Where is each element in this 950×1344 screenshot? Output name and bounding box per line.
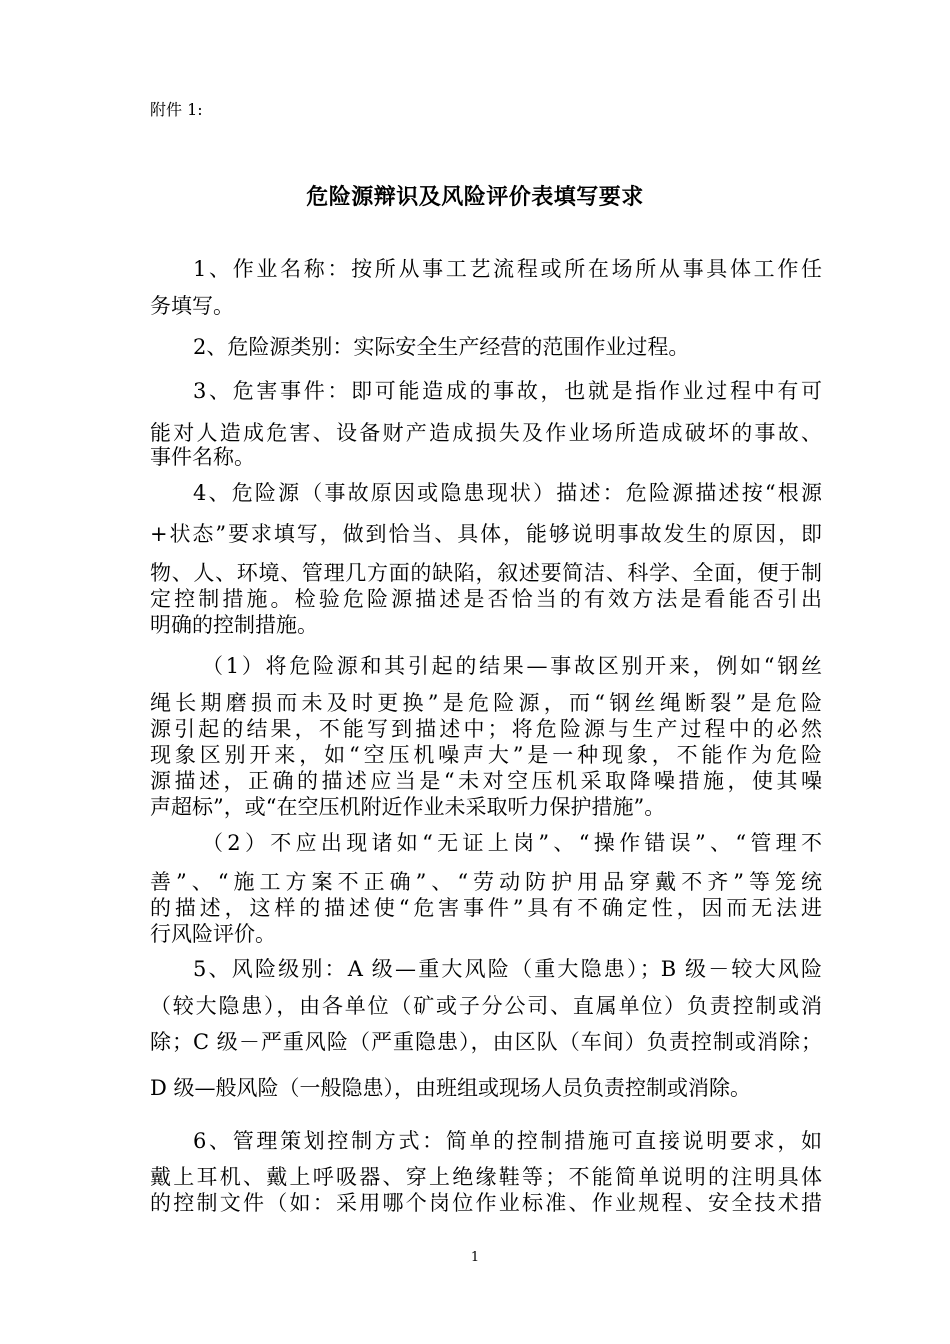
text-line: 的控制文件（如：采用哪个岗位作业标准、作业规程、安全技术措 (150, 1191, 822, 1215)
text-line: 行风险评价。 (150, 922, 276, 946)
requirement-subitem-1 (150, 656, 822, 818)
text-line: 绳长期磨损而未及时更换”是危险源，而“钢丝绳断裂”是危险 (150, 691, 822, 715)
text-line: 能对人造成危害、设备财产造成损失及作业场所造成破坏的事故、 (150, 421, 822, 445)
requirement-item-5 (150, 959, 822, 1099)
text-line: （1）将危险源和其引起的结果—事故区别开来，例如“钢丝 (202, 654, 822, 678)
text-line: 3、危害事件：即可能造成的事故，也就是指作业过程中有可 (193, 379, 822, 403)
text-line: 善”、“施工方案不正确”、“劳动防护用品穿戴不齐”等笼统 (150, 870, 822, 894)
text-line: +状态”要求填写，做到恰当、具体，能够说明事故发生的原因，即 (150, 522, 822, 546)
text-line: 除；C 级－严重风险（严重隐患），由区队（车间）负责控制或消除； (150, 1030, 822, 1054)
text-line: 定控制措施。检验危险源描述是否恰当的有效方法是看能否引出 (150, 587, 822, 611)
requirement-item-6 (150, 1131, 822, 1214)
text-line: 的描述，这样的描述使“危害事件”具有不确定性，因而无法进 (150, 896, 822, 920)
requirement-item-4 (150, 483, 822, 636)
page-number: 1 (470, 1250, 480, 1265)
text-line: 5、风险级别：A 级—重大风险（重大隐患）；B 级－较大风险 (193, 957, 822, 981)
text-line: 戴上耳机、戴上呼吸器、穿上绝缘鞋等；不能简单说明的注明具体 (150, 1165, 822, 1189)
requirement-item-2 (150, 337, 822, 358)
text-line: 务填写。 (150, 294, 234, 318)
text-line: 现象区别开来，如“空压机噪声大”是一种现象，不能作为危险 (150, 743, 822, 767)
text-line: 明确的控制措施。 (150, 613, 318, 637)
text-line: 源引起的结果，不能写到描述中；将危险源与生产过程中的必然 (150, 717, 822, 741)
text-line: 源描述，正确的描述应当是“未对空压机采取降噪措施，使其噪 (150, 769, 822, 793)
text-line: D 级—般风险（一般隐患），由班组或现场人员负责控制或消除。 (150, 1076, 752, 1100)
text-line: 事件名称。 (150, 445, 255, 469)
text-line: （较大隐患），由各单位（矿或子分公司、直属单位）负责控制或消 (150, 994, 822, 1018)
text-line: 4、危险源（事故原因或隐患现状）描述：危险源描述按“根源 (193, 481, 822, 505)
text-line: 物、人、环境、管理几方面的缺陷，叙述要简洁、科学、全面，便于制 (150, 561, 822, 585)
text-line: 1、作业名称：按所从事工艺流程或所在场所从事具体工作任 (193, 257, 822, 281)
text-line: （2）不应出现诸如“无证上岗”、“操作错误”、“管理不 (202, 831, 822, 855)
document-title: 危险源辩识及风险评价表填写要求 (306, 184, 644, 210)
text-line: 声超标”，或“在空压机附近作业未采取听力保护措施”。 (150, 795, 666, 819)
text-line: 6、管理策划控制方式：简单的控制措施可直接说明要求，如 (193, 1129, 822, 1153)
text-line: 2、危险源类别：实际安全生产经营的范围作业过程。 (193, 335, 690, 359)
attachment-label: 附件 1: (150, 100, 203, 119)
requirement-item-1 (150, 259, 822, 317)
requirement-item-3 (150, 381, 822, 468)
requirement-subitem-2 (150, 833, 822, 945)
